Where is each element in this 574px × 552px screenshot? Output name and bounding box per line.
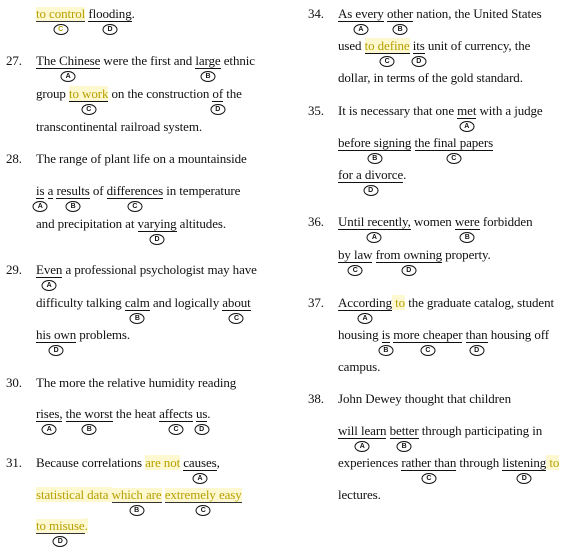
option-marker-b: B bbox=[66, 201, 81, 212]
question-number: 37. bbox=[308, 295, 324, 310]
q38-segment-c: rather than C bbox=[401, 455, 457, 482]
option-marker-c: C bbox=[380, 56, 395, 67]
q36-segment-c: by law C bbox=[338, 247, 373, 274]
q30-segment-c: affects C bbox=[159, 406, 193, 433]
option-marker-c: C bbox=[348, 265, 363, 276]
option-marker-d: D bbox=[210, 104, 225, 115]
option-marker-b: B bbox=[367, 153, 382, 164]
q27-segment-c: to work C bbox=[68, 86, 109, 113]
option-marker-a: A bbox=[61, 71, 76, 82]
question-number: 31. bbox=[6, 455, 22, 470]
option-marker-a: A bbox=[33, 201, 48, 212]
question-number: 28. bbox=[6, 151, 22, 166]
q29-line-3: his own D problems. bbox=[36, 327, 130, 354]
option-marker-a: A bbox=[459, 121, 474, 132]
q38-line-4: lectures. bbox=[338, 487, 381, 502]
q28-line-1: 28. The range of plant life on a mountainside bbox=[6, 151, 247, 166]
option-marker-b: B bbox=[129, 505, 144, 516]
q37-line-1: 37. According A to the graduate catalog, student bbox=[308, 295, 555, 322]
q29-segment-b: calm B bbox=[124, 295, 150, 322]
q30-segment-b: the worst B bbox=[65, 406, 113, 433]
q30-segment-a: rises, A bbox=[36, 406, 63, 433]
question-number: 29. bbox=[6, 262, 22, 277]
q29-line-2: difficulty talking calm B and logically about C bbox=[36, 295, 251, 322]
option-marker-a: A bbox=[355, 441, 370, 452]
option-marker-a: A bbox=[367, 232, 382, 243]
q34-line-3: dollar, in terms of the gold standard. bbox=[338, 70, 523, 85]
q34-segment-b: other B bbox=[386, 6, 414, 33]
option-marker-a: A bbox=[192, 473, 207, 484]
q31-line-2: statistical data which are B extremely easy C bbox=[36, 487, 242, 514]
q30-line-2: rises, A the worst B the heat affects C us D . bbox=[36, 406, 211, 433]
q29-segment-a: Even A bbox=[36, 262, 63, 289]
q37-segment-d: than D bbox=[465, 327, 488, 354]
q36-segment-a: Until recently, A bbox=[338, 214, 411, 241]
q31-segment-d: to misuse D bbox=[36, 518, 85, 545]
q34-segment-d: its D bbox=[412, 38, 425, 65]
q38-segment-a: will learn A bbox=[338, 423, 387, 450]
option-marker-d: D bbox=[194, 424, 209, 435]
option-marker-d: D bbox=[49, 345, 64, 356]
q37-segment-c: more cheaper C bbox=[393, 327, 463, 354]
q38-line-3: experiences rather than C through listening D to bbox=[338, 455, 560, 482]
q29-segment-c: about C bbox=[222, 295, 251, 322]
option-marker-b: B bbox=[200, 71, 215, 82]
q35-segment-a: met A bbox=[457, 103, 477, 130]
question-number: 35. bbox=[308, 103, 324, 118]
q30-segment-d: us D bbox=[195, 406, 208, 433]
q26-segment-c: to control C bbox=[36, 6, 86, 33]
option-marker-d: D bbox=[401, 265, 416, 276]
q29-line-1: 29. Even A a professional psychologist may have bbox=[6, 262, 257, 289]
q31-segment-c: extremely easy C bbox=[164, 487, 242, 514]
q30-line-1: 30. The more the relative humidity reading bbox=[6, 375, 237, 390]
q28-segment-c: differences C bbox=[106, 183, 164, 210]
q27-segment-b: large B bbox=[195, 53, 221, 80]
q31-line-3: to misuse D . bbox=[36, 518, 88, 545]
q35-segment-c: the final papers C bbox=[414, 135, 494, 162]
option-marker-c: C bbox=[53, 24, 68, 35]
q27-line-1: 27. The Chinese A were the first and large B ethnic bbox=[6, 53, 255, 80]
q38-line-2: will learn A better B through participating in bbox=[338, 423, 543, 450]
q28-line-3: and precipitation at varying D altitudes. bbox=[36, 216, 226, 243]
option-marker-b: B bbox=[378, 345, 393, 356]
q26-segment-d: flooding D bbox=[88, 6, 132, 33]
q28-segment-b2: results B bbox=[56, 183, 90, 210]
question-number: 36. bbox=[308, 214, 324, 229]
q36-segment-b: were B bbox=[454, 214, 480, 241]
q31-segment-a: causes A bbox=[183, 455, 217, 482]
option-marker-a: A bbox=[42, 424, 57, 435]
option-marker-c: C bbox=[127, 201, 142, 212]
option-marker-b: B bbox=[460, 232, 475, 243]
option-marker-b: B bbox=[130, 313, 145, 324]
q28-line-2: is A a results B of differences C in temperature bbox=[36, 183, 240, 199]
option-marker-c: C bbox=[421, 473, 436, 484]
q29-segment-d: his own D bbox=[36, 327, 77, 354]
question-number: 27. bbox=[6, 53, 22, 68]
option-marker-b: B bbox=[82, 424, 97, 435]
option-marker-c: C bbox=[196, 505, 211, 516]
option-marker-d: D bbox=[150, 234, 165, 245]
q37-line-2: housing is B more cheaper C than D housing off bbox=[338, 327, 549, 354]
q37-line-3: campus. bbox=[338, 359, 381, 374]
q27-segment-d: of D bbox=[212, 87, 223, 102]
option-marker-a: A bbox=[353, 24, 368, 35]
q31-line-1: 31. Because correlations are not causes A , bbox=[6, 455, 220, 482]
option-marker-d: D bbox=[363, 185, 378, 196]
q34-line-2: used to define C its D unit of currency, the bbox=[338, 38, 531, 65]
option-marker-a: A bbox=[42, 280, 57, 291]
q38-segment-b: better B bbox=[389, 423, 419, 450]
q28-segment-d: varying D bbox=[137, 216, 177, 243]
q34-line-1: 34. As every A other B nation, the United States bbox=[308, 6, 542, 33]
q37-segment-a: According A bbox=[338, 295, 392, 322]
q35-line-2 bbox=[338, 135, 494, 162]
option-marker-d: D bbox=[53, 536, 68, 547]
option-marker-d: D bbox=[469, 345, 484, 356]
option-marker-d: D bbox=[411, 56, 426, 67]
q36-line-1: 36. Until recently, A women were B forbidden bbox=[308, 214, 533, 241]
q27-line-3: transcontinental railroad system. bbox=[36, 119, 203, 134]
q31-segment-b: which are B bbox=[111, 487, 162, 514]
q28-segment-a: is A bbox=[36, 184, 44, 199]
q38-line-1: 38. John Dewey thought that children bbox=[308, 391, 511, 406]
q35-line-3: for a divorce D . bbox=[338, 167, 407, 194]
option-marker-d: D bbox=[102, 24, 117, 35]
q36-segment-d: from owning D bbox=[375, 247, 442, 274]
option-marker-a: A bbox=[357, 313, 372, 324]
q26-line: to control C flooding D . bbox=[36, 6, 135, 33]
q35-segment-d: for a divorce D bbox=[338, 167, 404, 194]
option-marker-d: D bbox=[517, 473, 532, 484]
option-marker-b: B bbox=[393, 24, 408, 35]
q38-segment-d: listening D bbox=[502, 455, 547, 482]
option-marker-c: C bbox=[420, 345, 435, 356]
q34-segment-c: to define C bbox=[364, 38, 410, 65]
q35-line-1: 35. It is necessary that one met A with a judge bbox=[308, 103, 543, 130]
question-number: 34. bbox=[308, 6, 324, 21]
option-marker-c: C bbox=[81, 104, 96, 115]
q27-line-2: group to work C on the construction of D the bbox=[36, 86, 242, 113]
question-number: 38. bbox=[308, 391, 324, 406]
option-marker-c: C bbox=[229, 313, 244, 324]
q34-segment-a: As every A bbox=[338, 6, 384, 33]
q28-segment-b: a bbox=[47, 183, 54, 198]
option-marker-c: C bbox=[446, 153, 461, 164]
q27-segment-a: The Chinese A bbox=[36, 53, 101, 80]
q37-segment-b: is B bbox=[382, 328, 390, 343]
question-number: 30. bbox=[6, 375, 22, 390]
option-marker-b: B bbox=[397, 441, 412, 452]
q35-segment-b: before signing B bbox=[338, 135, 412, 162]
option-marker-c: C bbox=[168, 424, 183, 435]
q36-line-2: by law C from owning D property. bbox=[338, 247, 491, 274]
